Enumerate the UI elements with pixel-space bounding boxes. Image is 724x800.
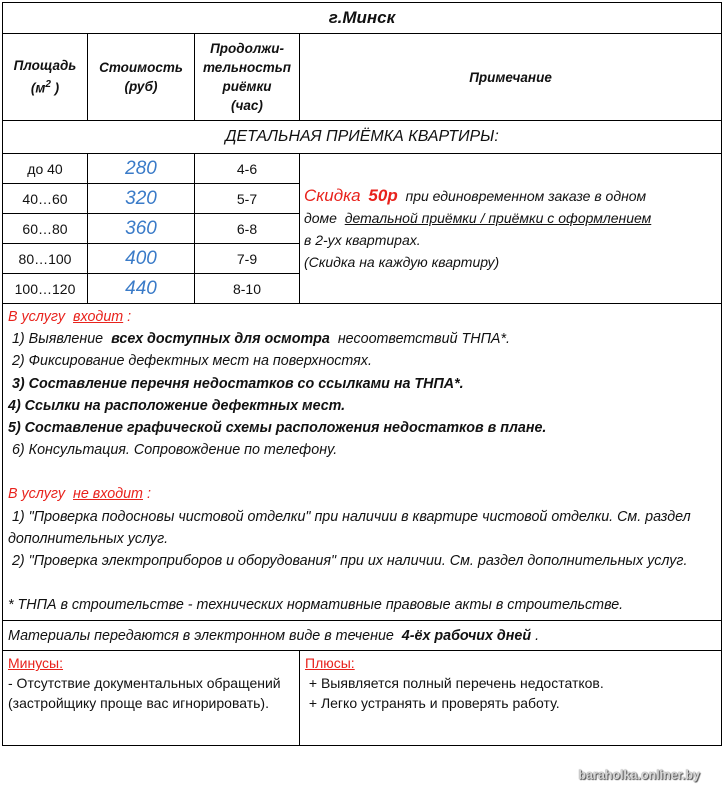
- duration-cell: 7-9: [195, 244, 300, 274]
- price-table: [2, 2, 722, 746]
- minuses-text: - Отсутствие документальных обращений (застройщику проще вас игнорировать).: [8, 675, 281, 712]
- header-row: [3, 34, 722, 121]
- discount-note: Скидка 50р при единовременном заказе в одном доме детальной приёмки / приёмки с оформлением в 2-ух квартирах. (Скидка на каждую квартиру): [300, 154, 722, 304]
- included-item: 3) Составление перечня недостатков со ссылками на ТНПА*.: [11, 375, 464, 392]
- header-price: Стоимость (руб): [88, 34, 195, 121]
- section-title: ДЕТАЛЬНАЯ ПРИЁМКА КВАРТИРЫ:: [3, 121, 722, 154]
- minuses-cell: [3, 651, 300, 746]
- duration-cell: 5-7: [195, 184, 300, 214]
- price-cell: 440: [88, 274, 195, 304]
- included-item: 2) Фиксирование дефектных мест на поверхностях.: [11, 353, 372, 370]
- price-cell: 280: [88, 154, 195, 184]
- area-cell: 60…80: [3, 214, 88, 244]
- area-cell: 80…100: [3, 244, 88, 274]
- table-row: [3, 154, 722, 184]
- included-item: 5) Составление графической схемы расположения недостатков в плане.: [8, 420, 547, 437]
- minuses-title: Минусы:: [8, 655, 64, 672]
- duration-cell: 8-10: [195, 274, 300, 304]
- header-duration: Продолжи- тельностьп риёмки (час): [195, 34, 300, 121]
- price-cell: 360: [88, 214, 195, 244]
- area-cell: 40…60: [3, 184, 88, 214]
- price-cell: 400: [88, 244, 195, 274]
- header-area: Площадь ($м^2$ ): [3, 34, 88, 121]
- area-cell: до 40: [3, 154, 88, 184]
- included-item: 4) Ссылки на расположение дефектных мест.: [8, 397, 346, 414]
- header-note: Примечание: [300, 34, 722, 121]
- excluded-item: 2) "Проверка электроприборов и оборудования" при их наличии. См. раздел дополнительных услуг.: [11, 553, 688, 570]
- pluses-cell: [300, 651, 722, 746]
- price-cell: 320: [88, 184, 195, 214]
- excluded-heading: В услугу не входит :: [8, 486, 151, 503]
- city-title: г.Минск: [3, 3, 722, 34]
- duration-cell: 6-8: [195, 214, 300, 244]
- area-cell: 100…120: [3, 274, 88, 304]
- discount-link: детальной приёмки / приёмки с оформлением: [344, 209, 652, 226]
- excluded-item: 1) "Проверка подосновы чистовой отделки" при наличии в квартире чистовой отделки. См. раздел дополнительных услуг.: [8, 508, 691, 547]
- footnote: * ТНПА в строительстве - технических нормативные правовые акты в строительстве.: [8, 597, 624, 614]
- duration-cell: 4-6: [195, 154, 300, 184]
- pluses-item: + Легко устранять и проверять работу.: [308, 695, 560, 712]
- pluses-item: + Выявляется полный перечень недостатков.: [308, 675, 604, 692]
- pluses-title: Плюсы:: [305, 655, 355, 672]
- included-item: 1) Выявление всех доступных для осмотра несоответствий ТНПА*.: [11, 331, 511, 348]
- service-description: [3, 304, 722, 621]
- materials-note: Материалы передаются в электронном виде в течение 4-ёх рабочих дней .: [3, 621, 722, 651]
- watermark: baraholka.onliner.by: [578, 768, 700, 782]
- included-item: 6) Консультация. Сопровождение по телефону.: [11, 442, 338, 459]
- included-heading: В услугу входит :: [8, 309, 132, 325]
